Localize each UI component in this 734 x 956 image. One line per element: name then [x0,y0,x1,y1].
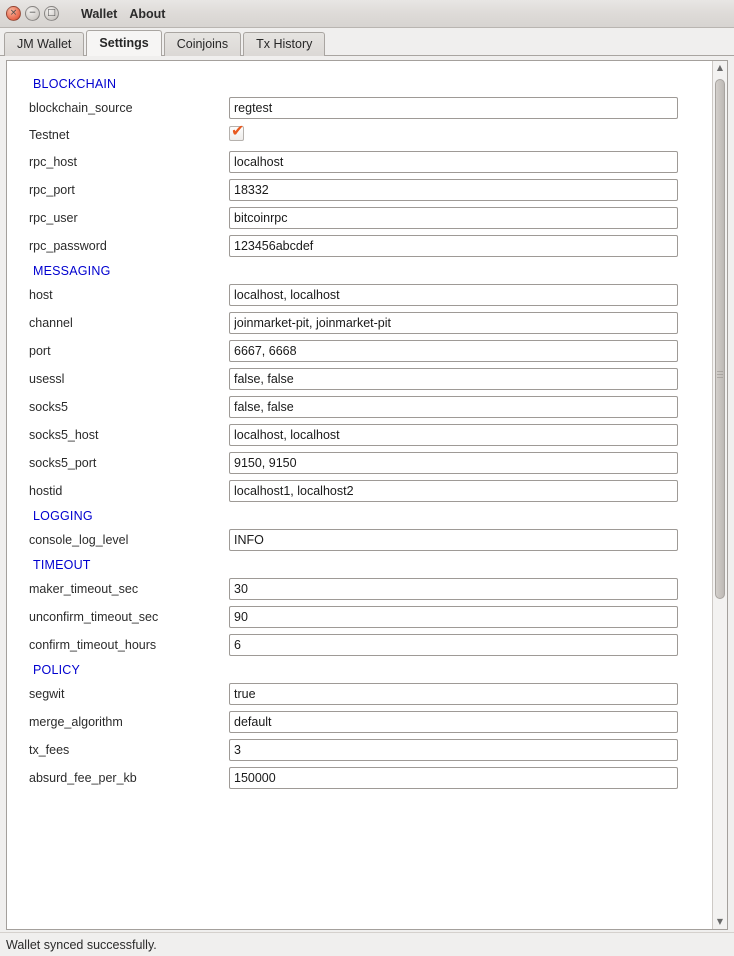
settings-section-header [7,554,712,575]
setting-input[interactable] [229,151,678,173]
settings-row [7,764,712,792]
setting-label: console_log_level [29,533,129,547]
scroll-down-icon[interactable]: ▼ [716,917,724,926]
setting-input[interactable] [229,235,678,257]
setting-label: absurd_fee_per_kb [29,771,137,785]
menu-item-wallet[interactable]: Wallet [81,6,118,21]
setting-label: hostid [29,484,63,498]
settings-row [7,421,712,449]
setting-input[interactable] [229,767,678,789]
setting-label: merge_algorithm [29,715,123,729]
setting-input[interactable] [229,452,678,474]
setting-label: socks5 [29,400,68,414]
setting-input[interactable] [229,480,678,502]
setting-input[interactable] [229,739,678,761]
settings-row [7,122,712,148]
setting-input[interactable] [229,683,678,705]
setting-label: channel [29,316,73,330]
setting-label: rpc_host [29,155,77,169]
setting-input[interactable] [229,207,678,229]
settings-row [7,526,712,554]
setting-label: rpc_port [29,183,75,197]
tab-settings[interactable]: Settings [86,30,161,56]
settings-row [7,393,712,421]
menu-item-about[interactable]: About [129,6,166,21]
settings-section-header [7,73,712,94]
setting-input[interactable] [229,711,678,733]
settings-row [7,281,712,309]
maximize-icon: □ [47,8,56,18]
setting-input[interactable] [229,396,678,418]
settings-row [7,631,712,659]
setting-label: rpc_user [29,211,78,225]
setting-input[interactable] [229,529,678,551]
setting-label: segwit [29,687,65,701]
minimize-icon: − [28,8,37,18]
setting-input[interactable] [229,578,678,600]
setting-label: usessl [29,372,65,386]
setting-input[interactable] [229,606,678,628]
settings-row [7,603,712,631]
section-label: BLOCKCHAIN [33,77,117,91]
setting-input[interactable] [229,97,678,119]
section-label: POLICY [33,663,81,677]
settings-row [7,94,712,122]
setting-input[interactable] [229,312,678,334]
setting-label: socks5_host [29,428,99,442]
section-label: TIMEOUT [33,558,91,572]
content-area [0,56,734,932]
vertical-scrollbar[interactable] [712,61,727,929]
settings-row [7,449,712,477]
window-close-button[interactable] [6,6,21,21]
statusbar [0,932,734,956]
settings-row [7,148,712,176]
tabstrip [0,28,734,56]
setting-input[interactable] [229,368,678,390]
setting-input[interactable] [229,424,678,446]
settings-row [7,680,712,708]
settings-row [7,575,712,603]
scrollbar-grip-icon [717,371,723,379]
scroll-up-icon[interactable]: ▲ [716,63,724,72]
tab-tx-history[interactable]: Tx History [243,32,325,56]
settings-section-header [7,659,712,680]
settings-row [7,337,712,365]
setting-label: Testnet [29,128,70,142]
section-label: MESSAGING [33,264,111,278]
menubar [75,5,171,23]
settings-section-header [7,505,712,526]
settings-row [7,708,712,736]
settings-row [7,176,712,204]
tab-jm-wallet[interactable]: JM Wallet [4,32,84,56]
settings-section-header [7,260,712,281]
settings-row [7,736,712,764]
setting-input[interactable] [229,284,678,306]
setting-label: rpc_password [29,239,107,253]
window-maximize-button[interactable] [44,6,59,21]
status-text: Wallet synced successfully. [6,937,157,952]
scrollbar-thumb[interactable] [715,79,725,599]
settings-row [7,365,712,393]
setting-label: port [29,344,51,358]
setting-label: maker_timeout_sec [29,582,139,596]
close-icon: × [9,8,18,18]
setting-input[interactable] [229,179,678,201]
setting-checkbox[interactable] [229,121,245,141]
settings-row [7,309,712,337]
tab-coinjoins[interactable]: Coinjoins [164,32,241,56]
settings-row [7,232,712,260]
settings-scroll-area [7,61,712,929]
section-label: LOGGING [33,509,93,523]
setting-label: unconfirm_timeout_sec [29,610,159,624]
setting-label: socks5_port [29,456,97,470]
window-minimize-button[interactable] [25,6,40,21]
setting-label: blockchain_source [29,101,133,115]
window-titlebar [0,0,734,28]
settings-row [7,204,712,232]
checkmark-icon: ✔ [231,121,245,140]
setting-input[interactable] [229,634,678,656]
settings-row [7,477,712,505]
settings-panel [6,60,728,930]
setting-input[interactable] [229,340,678,362]
settings-table [7,73,712,792]
setting-label: host [29,288,53,302]
setting-label: confirm_timeout_hours [29,638,157,652]
setting-label: tx_fees [29,743,70,757]
